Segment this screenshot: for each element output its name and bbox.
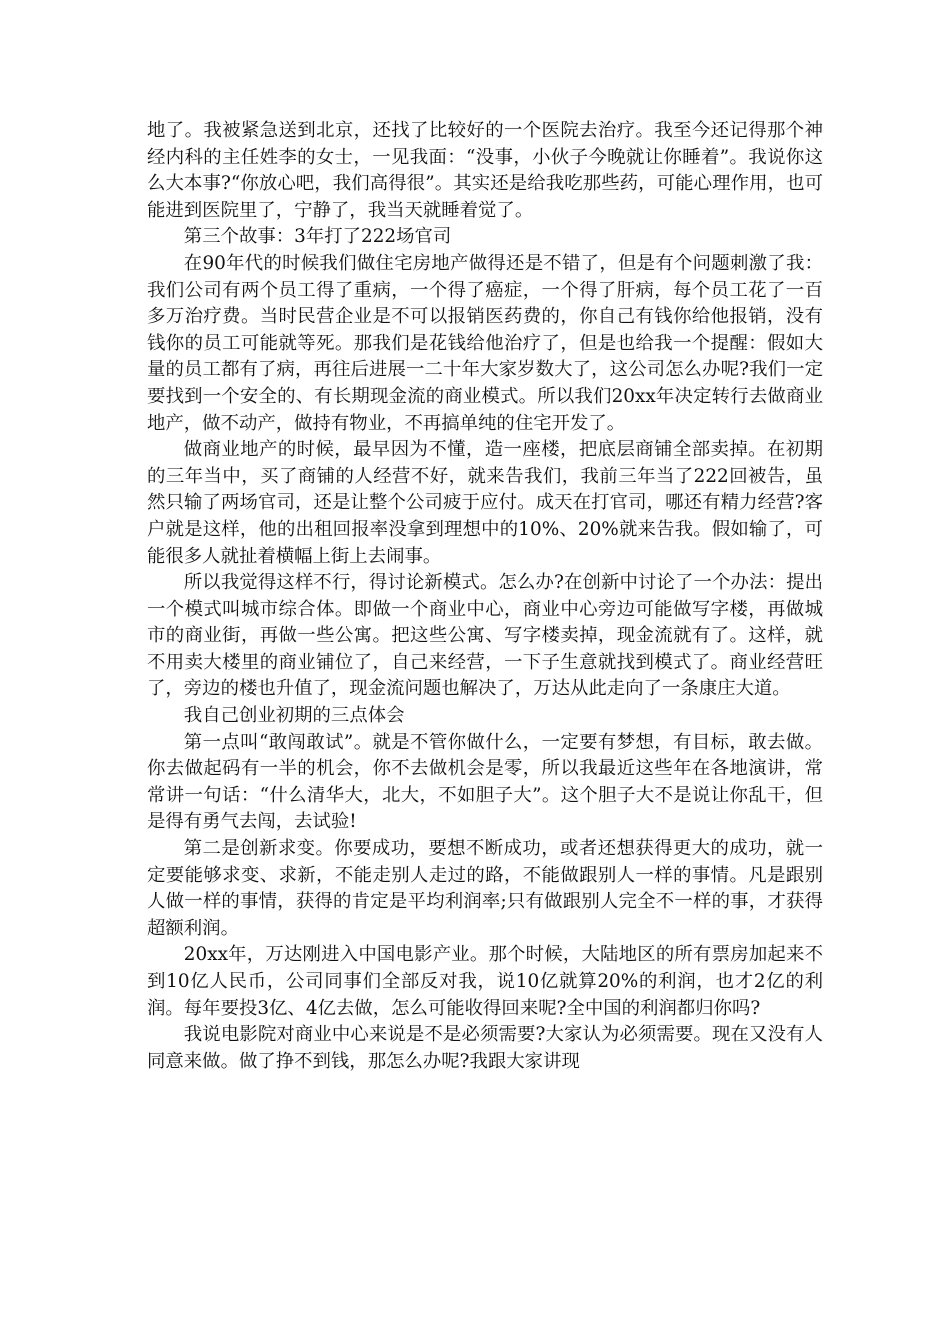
paragraph-hospital-story-end: 地了。我被紧急送到北京，还找了比较好的一个医院去治疗。我至今还记得那个神经内科的主任姓李的女士，一见我面：“没事，小伙子今晚就让你睡着”。我说你这么大本事?“你放心吧，我们高得很”。其实还是给我吃那些药，可能心理作用，也可能进到医院里了，宁静了，我当天就睡着觉了。: [147, 120, 823, 221]
section-heading-three-lessons: 我自己创业初期的三点体会: [183, 705, 405, 727]
paragraph-lesson-two: 第二是创新求变。你要成功，要想不断成功，或者还想获得更大的成功，就一定要能够求变、求新，不能走别人走过的路，不能做跟别人一样的事情。凡是跟别人做一样的事情，获得的肯定是平均利润率;只有做跟别人完全不一样的事，才获得超额利润。: [147, 838, 823, 939]
paragraph-cinema-question: 我说电影院对商业中心来说是不是必须需要?大家认为必须需要。现在又没有人同意来做。做了挣不到钱，那怎么办呢?我跟大家讲现: [147, 1024, 823, 1072]
paragraph-lesson-one: 第一点叫“敢闯敢试”。就是不管你做什么，一定要有梦想，有目标，敢去做。你去做起码有一半的机会，你不去做机会是零，所以我最近这些年在各地演讲，常常讲一句话：“什么清华大，北大，不如胆子大”。这个胆子大不是说让你乱干，但是得有勇气去闯，去试验!: [147, 731, 823, 833]
paragraph-urban-complex: 所以我觉得这样不行，得讨论新模式。怎么办?在创新中讨论了一个办法：提出一个模式叫城市综合体。即做一个商业中心，商业中心旁边可能做写字楼，再做城市的商业街，再做一些公寓。把这些公寓、写字楼卖掉，现金流就有了。这样，就不用卖大楼里的商业铺位了，自己来经营，一下子生意就找到模式了。商业经营旺了，旁边的楼也升值了，现金流问题也解决了，万达从此走向了一条康庄大道。: [147, 572, 823, 700]
section-heading-third-story: 第三个故事：3年打了222场官司: [183, 226, 452, 248]
paragraph-commercial-model: 在90年代的时候我们做住宅房地产做得还是不错了，但是有个问题刺激了我：我们公司有两个员工得了重病，一个得了癌症，一个得了肝病，每个员工花了一百多万治疗费。当时民营企业是不可以报销医药费的，你自己有钱你给他报销，没有钱你的员工可能就等死。那我们是花钱给他治疗了，但是也给我一个提醒：假如大量的员工都有了病，再往后进展一二十年大家岁数大了，这公司怎么办呢?我们一定要找到一个安全的、有长期现金流的商业模式。所以我们20xx年决定转行去做商业地产，做不动产，做持有物业，不再搞单纯的住宅开发了。: [147, 252, 823, 434]
document-body: [147, 118, 823, 1075]
paragraph-film-industry: 20xx年，万达刚进入中国电影产业。那个时候，大陆地区的所有票房加起来不到10亿人民币，公司同事们全部反对我，说10亿就算20%的利润，也才2亿的利润。每年要投3亿、4亿去做，怎么可能收得回来呢?全中国的利润都归你吗?: [147, 944, 823, 1019]
paragraph-lawsuits: 做商业地产的时候，最早因为不懂，造一座楼，把底层商铺全部卖掉。在初期的三年当中，买了商铺的人经营不好，就来告我们，我前三年当了222回被告，虽然只输了两场官司，还是让整个公司疲于应付。成天在打官司，哪还有精力经营?客户就是这样，他的出租回报率没拿到理想中的10%、20%就来告我。假如输了，可能很多人就扯着横幅上街上去闹事。: [147, 439, 823, 567]
